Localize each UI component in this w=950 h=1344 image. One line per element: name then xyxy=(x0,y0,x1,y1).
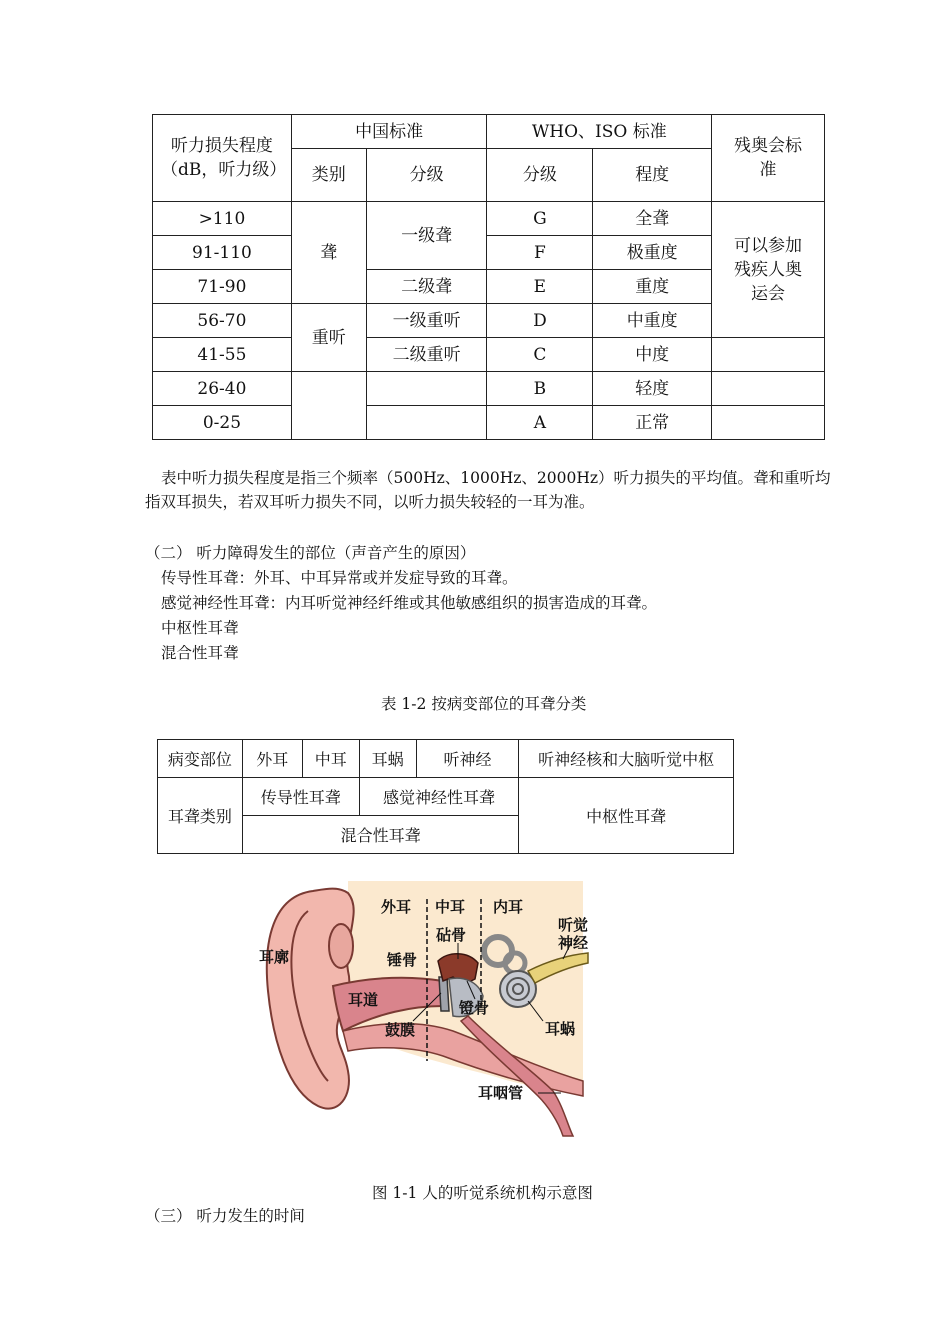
figure-caption: 图 1-1 人的听觉系统机构示意图 xyxy=(372,1184,593,1202)
db-cell: 41-55 xyxy=(153,338,292,372)
table-row xyxy=(153,406,825,440)
empty-cell xyxy=(366,406,487,440)
grade-1-hoh: 一级重听 xyxy=(366,304,487,338)
deafness-site-table xyxy=(157,739,734,854)
label-middle-ear: 中耳 xyxy=(435,898,466,916)
conductive-cell: 传导性耳聋 xyxy=(242,778,359,816)
db-cell: 0-25 xyxy=(153,406,292,440)
table-row xyxy=(153,202,825,236)
empty-cell xyxy=(291,372,366,440)
who-grade-cell: A xyxy=(487,406,593,440)
empty-cell xyxy=(712,338,825,372)
extent-cell: 极重度 xyxy=(593,236,712,270)
ear-anatomy-diagram xyxy=(253,881,609,1143)
label-cochlea: 耳蜗 xyxy=(545,1020,576,1038)
empty-cell xyxy=(712,406,825,440)
site-middle-ear: 中耳 xyxy=(302,740,359,778)
label-stirrup: 镫骨 xyxy=(459,999,490,1017)
mixed-cell: 混合性耳聋 xyxy=(242,816,519,854)
central-cell: 中枢性耳聋 xyxy=(519,778,734,854)
db-cell: >110 xyxy=(153,202,292,236)
header-extent: 程度 xyxy=(593,149,712,202)
label-eardrum: 鼓膜 xyxy=(385,1021,416,1039)
row-label-site: 病变部位 xyxy=(158,740,243,778)
category-deaf: 聋 xyxy=(291,202,366,304)
table-row xyxy=(158,778,734,816)
empty-cell xyxy=(712,372,825,406)
section-2-heading: （二） 听力障碍发生的部位（声音产生的原因） xyxy=(145,544,476,562)
category-hard-of-hearing: 重听 xyxy=(291,304,366,372)
header-grade-cn: 分级 xyxy=(366,149,487,202)
empty-cell xyxy=(366,372,487,406)
db-cell: 26-40 xyxy=(153,372,292,406)
header-category: 类别 xyxy=(291,149,366,202)
table-2-caption: 表 1-2 按病变部位的耳聋分类 xyxy=(381,695,587,713)
section-3-heading: （三） 听力发生的时间 xyxy=(145,1207,305,1225)
hearing-loss-table xyxy=(152,114,825,440)
extent-cell: 正常 xyxy=(593,406,712,440)
central-deafness-line: 中枢性耳聋 xyxy=(161,619,239,637)
label-auditory-nerve-2: 神经 xyxy=(558,934,589,952)
sensorineural-deafness-line: 感觉神经性耳聋：内耳听觉神经纤维或其他敏感组织的损害造成的耳聋。 xyxy=(161,594,658,612)
label-inner-ear: 内耳 xyxy=(493,898,524,916)
grade-1-deaf: 一级聋 xyxy=(366,202,487,270)
extent-cell: 中重度 xyxy=(593,304,712,338)
header-grade-who: 分级 xyxy=(487,149,593,202)
header-degree: 听力损失程度（dB，听力级） xyxy=(153,115,292,202)
who-grade-cell: D xyxy=(487,304,593,338)
who-grade-cell: C xyxy=(487,338,593,372)
db-cell: 71-90 xyxy=(153,270,292,304)
who-grade-cell: E xyxy=(487,270,593,304)
header-paralympic-standard: 残奥会标准 xyxy=(712,115,825,202)
label-auditory-nerve-1: 听觉 xyxy=(558,916,589,934)
site-central: 听神经核和大脑听觉中枢 xyxy=(519,740,734,778)
extent-cell: 全聋 xyxy=(593,202,712,236)
extent-cell: 重度 xyxy=(593,270,712,304)
mixed-deafness-line: 混合性耳聋 xyxy=(161,644,239,662)
grade-2-deaf: 二级聋 xyxy=(366,270,487,304)
label-auricle: 耳廓 xyxy=(259,948,290,966)
table-row xyxy=(158,740,734,778)
site-outer-ear: 外耳 xyxy=(242,740,302,778)
table-note-paragraph: 表中听力损失程度是指三个频率（500Hz、1000Hz、2000Hz）听力损失的平均值。聋和重听均指双耳损失，若双耳听力损失不同，以听力损失较轻的一耳为准。 xyxy=(145,469,831,511)
extent-cell: 中度 xyxy=(593,338,712,372)
db-cell: 56-70 xyxy=(153,304,292,338)
site-auditory-nerve: 听神经 xyxy=(416,740,519,778)
concha-shape xyxy=(329,924,353,968)
row-label-type: 耳聋类别 xyxy=(158,778,243,854)
label-outer-ear: 外耳 xyxy=(381,898,412,916)
grade-2-hoh: 二级重听 xyxy=(366,338,487,372)
site-cochlea: 耳蜗 xyxy=(359,740,416,778)
table-row xyxy=(153,338,825,372)
label-hammer: 锤骨 xyxy=(387,951,418,969)
who-grade-cell: B xyxy=(487,372,593,406)
label-ear-canal: 耳道 xyxy=(348,991,379,1009)
paralympic-note: 可以参加残疾人奥运会 xyxy=(712,202,825,338)
header-who-iso-standard: WHO、ISO 标准 xyxy=(487,115,712,149)
conductive-deafness-line: 传导性耳聋：外耳、中耳异常或并发症导致的耳聋。 xyxy=(161,569,518,587)
who-grade-cell: F xyxy=(487,236,593,270)
label-anvil: 砧骨 xyxy=(436,926,467,944)
db-cell: 91-110 xyxy=(153,236,292,270)
sensorineural-cell: 感觉神经性耳聋 xyxy=(359,778,519,816)
table-row xyxy=(153,372,825,406)
label-eustachian-tube: 耳咽管 xyxy=(478,1084,524,1102)
header-china-standard: 中国标准 xyxy=(291,115,487,149)
who-grade-cell: G xyxy=(487,202,593,236)
extent-cell: 轻度 xyxy=(593,372,712,406)
